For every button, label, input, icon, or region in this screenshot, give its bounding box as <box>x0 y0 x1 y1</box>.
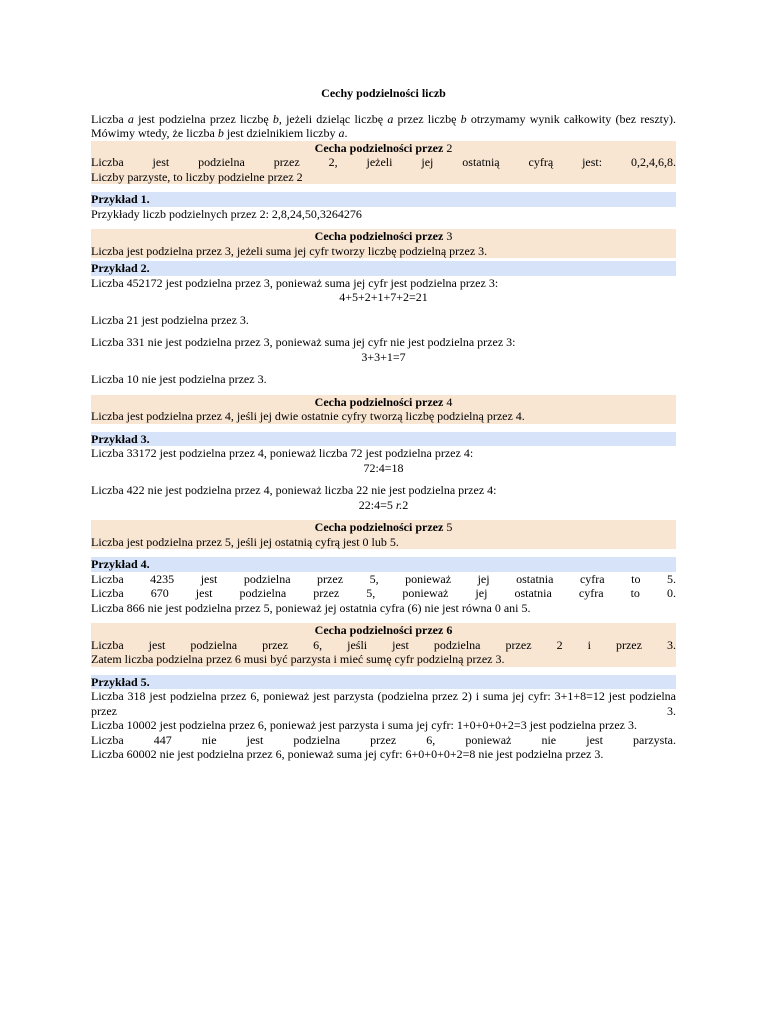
example-1-text: Przykłady liczb podzielnych przez 2: 2,8,24,50,3264276 <box>91 206 362 221</box>
document-title: Cechy podzielności liczb <box>321 86 446 100</box>
intro-paragraph: Liczba a jest podzielna przez liczbę b, jeżeli dzieląc liczbę a przez liczbę b otrzymamy wynik całkowity (bez reszty). Mówimy wtedy, że liczba b jest dzielnikiem liczby a. <box>91 111 676 140</box>
rule-5-title: Cecha podzielności przez 5 <box>314 520 453 534</box>
example-3-calc-1: 72:4=18 <box>363 460 404 475</box>
rule-5-box <box>91 520 676 549</box>
rule-3-text: Liczba jest podzielna przez 3, jeżeli suma jej cyfr tworzy liczbę podzielną przez 3. <box>91 243 488 258</box>
rule-4-title: Cecha podzielności przez 4 <box>314 394 453 409</box>
example-2-line-3: Liczba 331 nie jest podzielna przez 3, ponieważ suma jej cyfr nie jest podzielna przez 3: <box>91 335 516 349</box>
rule-2-line-1: Liczba jest podzielna przez 2, jeżeli jej ostatnią cyfrą jest: 0,2,4,6,8. <box>91 155 676 169</box>
example-5-line-4: Liczba 60002 nie jest podzielna przez 6, ponieważ suma jej cyfr: 6+0+0+0+2=8 nie jest podzielna przez 3. <box>91 747 604 761</box>
example-4-line-2: Liczba 670 jest podzielna przez 5, ponieważ jej ostatnia cyfra to 0. <box>91 586 676 600</box>
rule-5-text: Liczba jest podzielna przez 5, jeśli jej ostatnią cyfrą jest 0 lub 5. <box>91 534 399 549</box>
rule-6-line-2: Zatem liczba podzielna przez 6 musi być parzysta i mieć sumę cyfr podzielną przez 3. <box>91 652 505 666</box>
example-2-calc-2: 3+3+1=7 <box>361 349 406 364</box>
example-3-calc-2: 22:4=5 r.2 <box>358 497 409 512</box>
example-3-line-2: Liczba 422 nie jest podzielna przez 4, ponieważ liczba 22 nie jest podzielna przez 4: <box>91 483 497 497</box>
rule-2-box <box>91 141 676 185</box>
example-4-line-1: Liczba 4235 jest podzielna przez 5, ponieważ jej ostatnia cyfra to 5. <box>91 571 676 586</box>
example-2-label: Przykład 2. <box>91 261 676 276</box>
example-1-label: Przykład 1. <box>91 192 676 207</box>
example-4-label: Przykład 4. <box>91 557 676 572</box>
example-5-line-2: Liczba 10002 jest podzielna przez 6, ponieważ jest parzysta i suma jej cyfr: 1+0+0+0+2=3 jest podzielna przez 3. <box>91 718 637 732</box>
rule-6-box <box>91 623 676 667</box>
example-5-line-1: Liczba 318 jest podzielna przez 6, ponieważ jest parzysta (podzielna przez 2) i suma jej cyfr: 3+1+8=12 jest podzielna przez 3. <box>91 689 676 718</box>
example-3-label: Przykład 3. <box>91 432 676 447</box>
rule-2-title: Cecha podzielności przez 2 <box>314 140 453 155</box>
example-2-line-2: Liczba 21 jest podzielna przez 3. <box>91 312 249 327</box>
example-5-label: Przykład 5. <box>91 675 676 690</box>
example-5-line-3: Liczba 447 nie jest podzielna przez 6, ponieważ nie jest parzysta. <box>91 732 676 747</box>
rule-6-title: Cecha podzielności przez 6 <box>314 623 453 637</box>
rule-3-box <box>91 229 676 258</box>
rule-4-box <box>91 395 676 424</box>
rule-4-text: Liczba jest podzielna przez 4, jeśli jej dwie ostatnie cyfry tworzą liczbę podzielną przez 4. <box>91 409 525 423</box>
rule-3-title: Cecha podzielności przez 3 <box>314 229 453 243</box>
example-2-line-4: Liczba 10 nie jest podzielna przez 3. <box>91 372 267 386</box>
document-page <box>91 86 676 762</box>
example-2-calc-1: 4+5+2+1+7+2=21 <box>339 290 428 304</box>
example-3-line-1: Liczba 33172 jest podzielna przez 4, ponieważ liczba 72 jest podzielna przez 4: <box>91 446 474 460</box>
example-4-line-3: Liczba 866 nie jest podzielna przez 5, ponieważ jej ostatnia cyfra (6) nie jest równa 0 ani 5. <box>91 600 531 615</box>
example-2-line-1: Liczba 452172 jest podzielna przez 3, ponieważ suma jej cyfr jest podzielna przez 3: <box>91 275 499 290</box>
rule-6-line-1: Liczba jest podzielna przez 6, jeśli jest podzielna przez 2 i przez 3. <box>91 637 676 652</box>
rule-2-line-2: Liczby parzyste, to liczby podzielne przez 2 <box>91 169 303 184</box>
